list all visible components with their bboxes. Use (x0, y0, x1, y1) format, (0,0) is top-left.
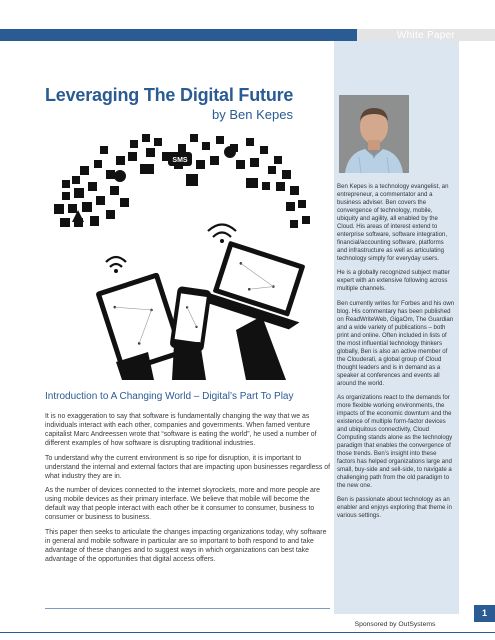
body-paragraph: It is no exaggeration to say that software is fundamentally changing the way that we as individuals interact with each other, companies and governments. When famed venture capitalist Marc Andreessen wrote that “software is eating the world”, he used a number of different examples of how software is disrupting traditional industries. (45, 413, 317, 447)
author-byline: by Ben Kepes (212, 107, 293, 122)
laptop (198, 237, 317, 332)
icon-cloud (54, 134, 310, 228)
author-bio (337, 183, 455, 526)
body-rule (45, 608, 330, 609)
bio-paragraph: As organizations react to the demands for more flexible working environments, the impacts of the economic downturn and the existence of multiple form-factor devices and ubiquitous connectivity, Cloud Computing stands alone as the technology paradigm that enables the convergence of those trends. Ben’s insight into these factors has helped organizations large and small, buy-side and sell-side, to navigate a challenging path from the old paradigm to the new one. (337, 393, 453, 489)
sms-label: SMS (172, 157, 188, 164)
bio-paragraph: He is a globally recognized subject matter expert with an extensive following across multiple channels. (337, 269, 450, 293)
sponsor-line: Sponsored by OutSystems (354, 621, 436, 628)
document-title: Leveraging The Digital Future (45, 85, 294, 105)
page-number: 1 (474, 605, 495, 622)
intro-body (45, 412, 330, 569)
phone (169, 286, 211, 352)
section-heading: Introduction to A Changing World – Digital’s Part To Play (45, 391, 294, 402)
bio-paragraph: Ben Kepes is a technology evangelist, an entrepreneur, a commentator and a business adviser. Ben covers the convergence of technology, mobile, ubiquity and agility, all enabled by the Cloud. His areas of interest extend to enterprise software, software integration, financial/accounting software, platforms and infrastructure as well as articulating technology simply for everyday users. (337, 183, 449, 262)
header-bar (0, 29, 357, 41)
bio-paragraph: Ben currently writes for Forbes and his own blog. His commentary has been published on ReadWriteWeb, GigaOm, The Guardian and a wide variety of publications – both print and online. Often included in lists of the most influential technology thinkers globally, Ben is also an active member of the Clouderati, a global group of Cloud thought leaders and is in demand as a speaker at conferences and events all around the world. (337, 299, 455, 387)
bio-paragraph: Ben is passionate about technology as an enabler and enjoys exploring that theme in various settings. (337, 496, 452, 520)
body-paragraph: As the number of devices connected to the internet skyrockets, more and more people are using mobile devices as their primary interface. We believe that mobile will become the default way that people interact with each other be it consumer to consumer, business to consumer or business to business. (45, 487, 321, 522)
footer-line (0, 632, 495, 633)
header-label: White Paper (396, 30, 456, 41)
digital-devices-illustration (50, 130, 320, 380)
author-photo (339, 95, 409, 173)
body-paragraph: This paper then seeks to articulate the changes impacting organizations today, why software in general and mobile software in particular are so important to both respond to and take advantage of these changes and to suggest ways in which organizations can best take advantage of the opportunities that digital access offers. (45, 528, 327, 563)
body-paragraph: To understand why the current environment is so ripe for disruption, it is important to understand the internal and external factors that are impacting upon businesses regardless of what industry they are in. (45, 454, 330, 480)
